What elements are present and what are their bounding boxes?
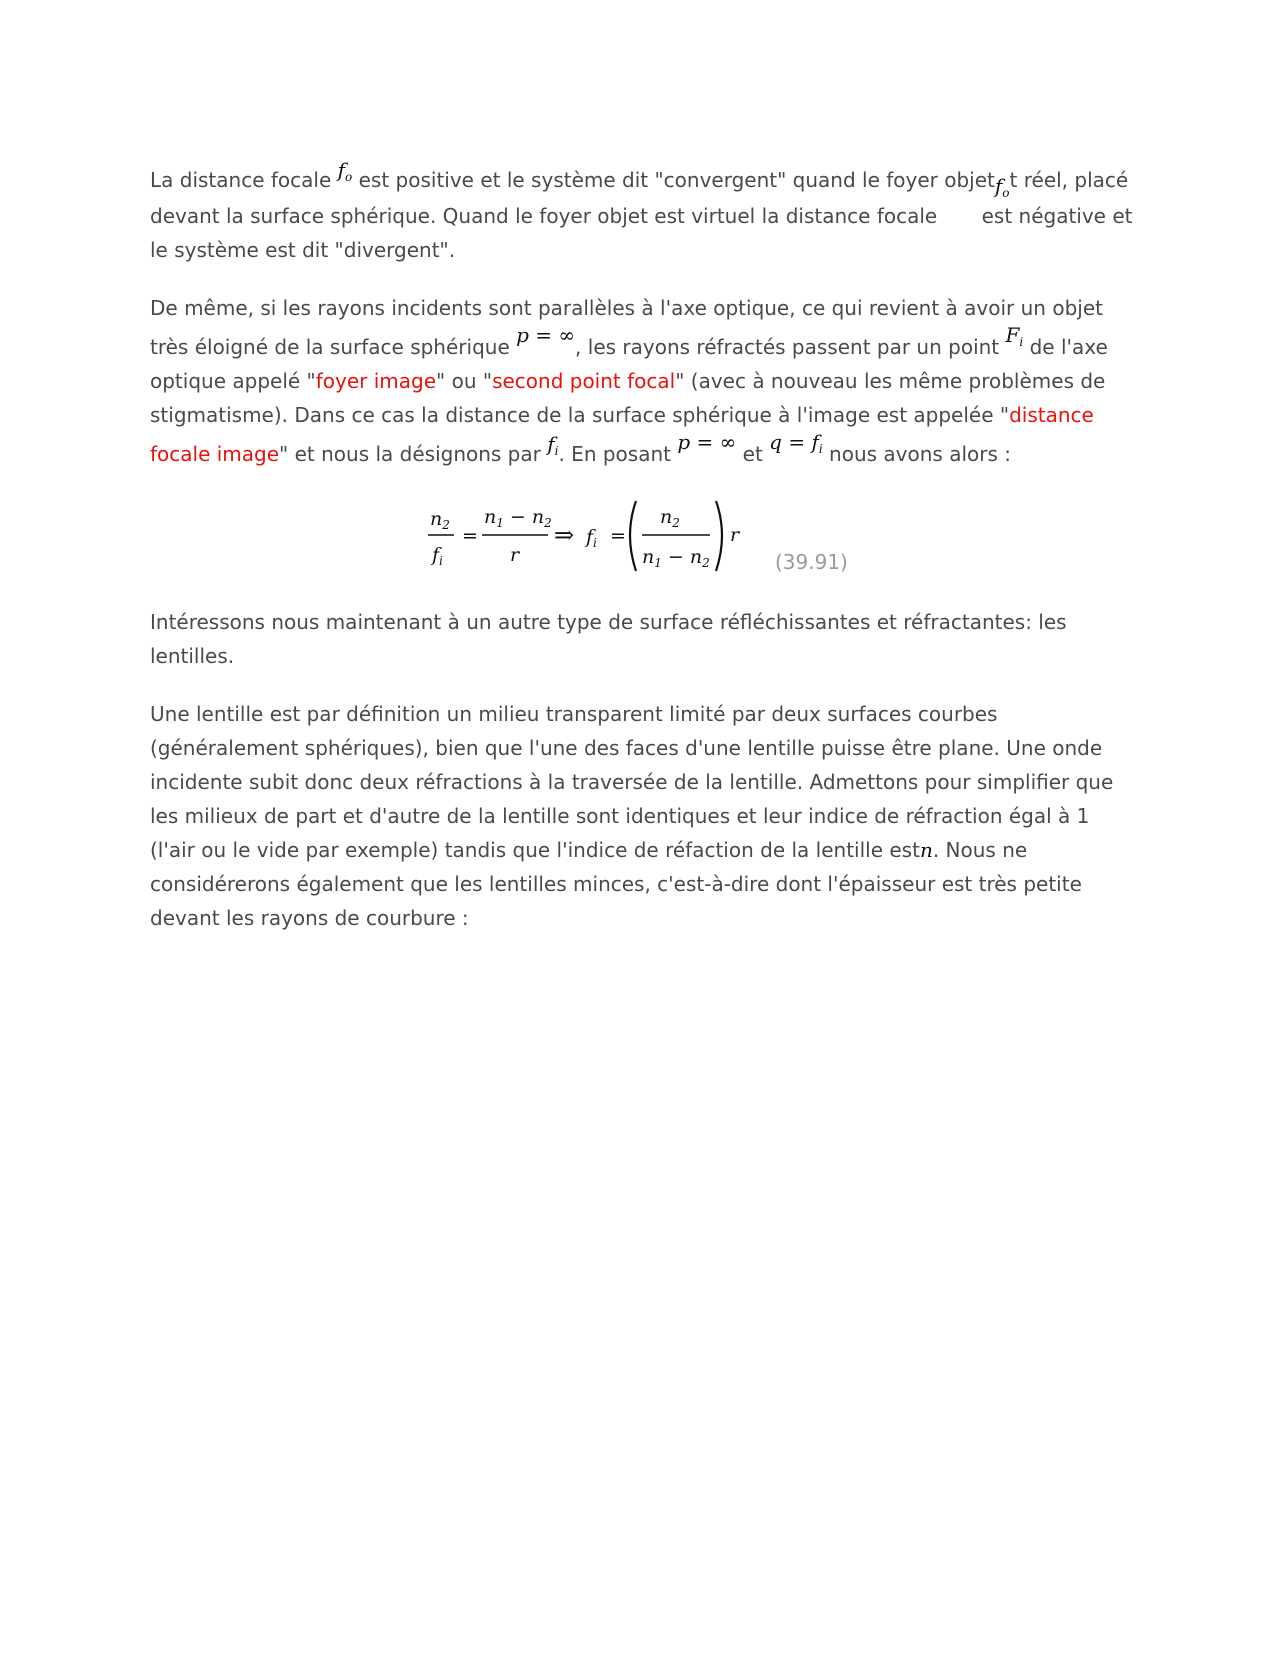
paragraph-image-focus [150, 291, 1135, 471]
svg-text:n2: $n_2$ [430, 508, 450, 532]
formula-fo: $f_o$ [337, 158, 353, 184]
formula-q-fi: $q = f_i$ [769, 430, 823, 456]
svg-text:n1 − n2: $n_1 - n_2$ [642, 546, 710, 570]
text: De même, si les rayons incidents sont parallèles à l'axe optique, ce qui revient à avoir un objet très éloigné de la surface sphérique [150, 296, 1103, 359]
paragraph-lens-definition [150, 697, 1135, 935]
svg-text:fi: $f_i$ [432, 544, 443, 568]
equation-number: (39.91) [775, 550, 848, 574]
equation-block [150, 495, 1135, 579]
paragraph-lenses-intro: Intéressons nous maintenant à un autre type de surface réfléchissantes et réfractantes: les lentilles. [150, 610, 1067, 668]
text: . Nous ne considérerons également que les lentilles minces, c'est-à-dire dont l'épaisseur est très petite devant les rayons de courbure : [150, 838, 1082, 930]
link-distance-focale-image[interactable]: distance focale image [150, 403, 1094, 466]
text: . En posant [558, 442, 678, 466]
svg-text:n2: $n_2$ [660, 506, 680, 530]
svg-text:⇒: ⇒ [554, 521, 575, 549]
text: est négative et le système est dit "divergent". [150, 204, 1133, 262]
text: nous avons alors : [822, 442, 1011, 466]
text: Une lentille est par définition un milieu transparent limité par deux surfaces courbes (généralement sphériques), bien que l'une des faces d'une lentille puisse être plane. Une onde incidente subit donc deux réfractions à la traversée de la lentille. Admettons pour simplifier que les milieux de part et d'autre de la lentille sont identiques et leur indice de réfraction égal à 1 (l'air ou le vide par exemple) tandis que l'indice de réfaction de la lentille est [150, 702, 1114, 862]
svg-text:=: = [610, 525, 626, 547]
formula-p-infinity-2: p = ∞ [677, 430, 737, 454]
svg-text:=: = [462, 525, 478, 547]
text: t réel, placé devant la surface sphérique. Quand le foyer objet est virtuel la distance focale [150, 168, 1129, 228]
svg-text:r: r [510, 544, 520, 566]
formula-Fi: $F_i$ [1005, 323, 1024, 349]
text: " et nous la désignons par [279, 442, 548, 466]
text: de l'axe optique appelé " [150, 335, 1108, 393]
link-foyer-image[interactable]: foyer image [315, 369, 437, 393]
text: " ou " [436, 369, 493, 393]
formula-fo-2: $f_o$ [994, 174, 1010, 200]
text: " (avec à nouveau les même problèmes de stigmatisme). Dans ce cas la distance de la surface sphérique à l'image est appelée " [150, 369, 1106, 427]
symbol-n: n [919, 838, 933, 862]
paragraph-focal-distance [150, 160, 1135, 267]
equation-39-91 [420, 495, 750, 579]
link-second-point-focal[interactable]: second point focal [492, 369, 676, 393]
formula-fi: $f_i$ [547, 432, 559, 458]
text: , les rayons réfractés passent par un point [575, 335, 1006, 359]
svg-text:n1 − n2: $n_1 - n_2$ [484, 506, 552, 530]
formula-p-infinity: p = ∞ [516, 323, 576, 347]
text: La distance focale [150, 168, 338, 192]
svg-text:r: r [730, 524, 740, 546]
text: est positive et le système dit "convergent" quand le foyer objet [352, 168, 995, 192]
document-body [150, 160, 1135, 959]
svg-text:fi: $f_i$ [586, 526, 597, 550]
text: et [736, 442, 770, 466]
